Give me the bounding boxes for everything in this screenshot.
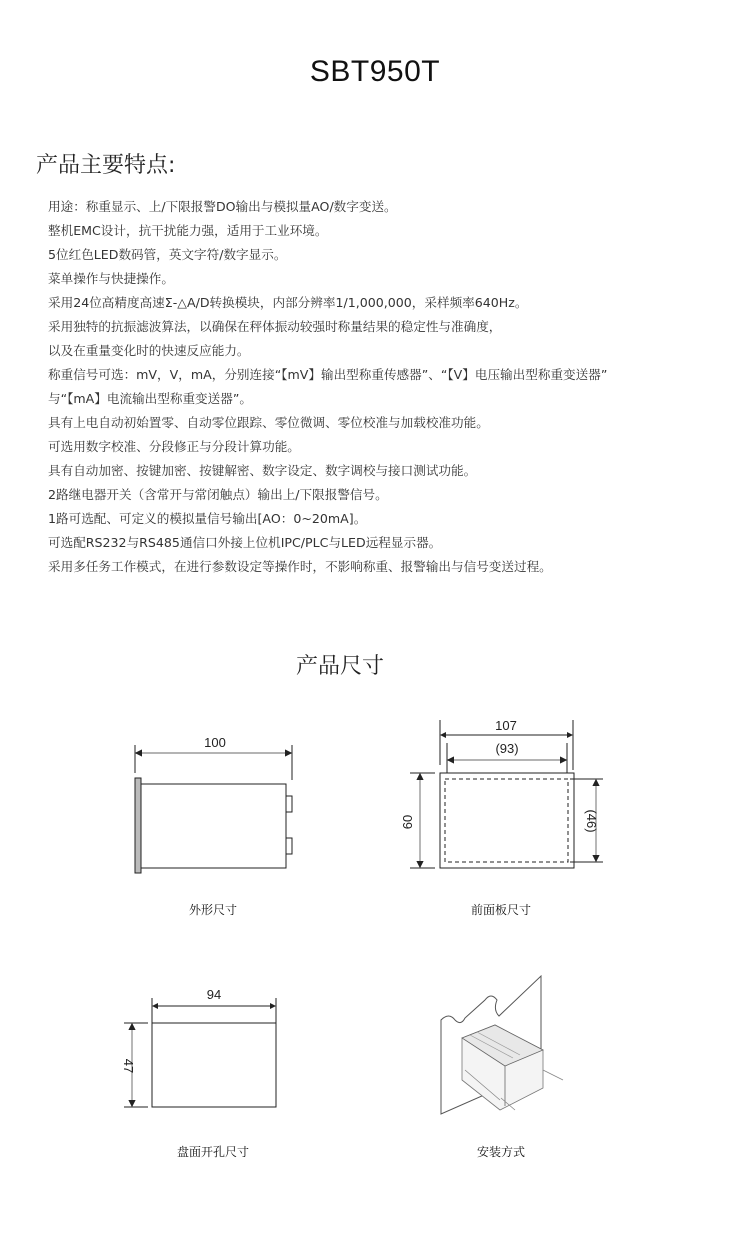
page-title: SBT950T bbox=[309, 55, 441, 88]
feature-item: 采用独特的抗振滤波算法，以确保在秤体振动较强时称量结果的稳定性与准确度， bbox=[48, 319, 502, 334]
cutout-height-label: 47 bbox=[121, 1058, 136, 1074]
mounting-caption: 安装方式 bbox=[476, 1145, 525, 1159]
feature-item: 用途：称重显示、上/下限报警DO输出与模拟量AO/数字变送。 bbox=[48, 199, 397, 214]
cutout-caption: 盘面开孔尺寸 bbox=[176, 1145, 249, 1159]
feature-item: 称重信号可选：mV，V，mA，分别连接“【mV】输出型称重传感器”、“【V】电压输出型称重变送器” bbox=[48, 367, 608, 382]
feature-item: 采用多任务工作模式，在进行参数设定等操作时，不影响称重、报警输出与信号变送过程。 bbox=[48, 559, 552, 574]
feature-item: 可选用数字校准、分段修正与分段计算功能。 bbox=[48, 439, 300, 454]
feature-item: 具有上电自动初始置零、自动零位跟踪、零位微调、零位校准与加载校准功能。 bbox=[48, 415, 489, 430]
feature-item: 可选配RS232与RS485通信口外接上位机IPC/PLC与LED远程显示器。 bbox=[48, 535, 442, 550]
dimensions-heading: 产品尺寸 bbox=[295, 654, 384, 679]
feature-item: 5位红色LED数码管，英文字符/数字显示。 bbox=[48, 247, 287, 262]
feature-item: 2路继电器开关（含常开与常闭触点）输出上/下限报警信号。 bbox=[48, 487, 388, 502]
front-height-label: 60 bbox=[400, 814, 415, 830]
front-inner-width-label: (93) bbox=[495, 741, 519, 756]
outline-length-label: 100 bbox=[204, 735, 226, 750]
cutout-width-label: 94 bbox=[206, 987, 222, 1002]
front-panel-diagram bbox=[395, 715, 615, 875]
outline-caption: 外形尺寸 bbox=[188, 903, 237, 917]
feature-item: 具有自动加密、按键加密、按键解密、数字设定、数字调校与接口测试功能。 bbox=[48, 463, 477, 478]
feature-item: 1路可选配、可定义的模拟量信号输出[AO：0~20mA]。 bbox=[48, 511, 367, 526]
feature-item: 与“【mA】电流输出型称重变送器”。 bbox=[48, 391, 252, 406]
front-inner-height-label: (46) bbox=[584, 809, 599, 833]
feature-item: 整机EMC设计，抗干扰能力强，适用于工业环境。 bbox=[48, 223, 328, 238]
feature-item: 菜单操作与快捷操作。 bbox=[48, 271, 174, 286]
feature-item: 采用24位高精度高速Σ-△A/D转换模块，内部分辨率1/1,000,000，采样频率640Hz。 bbox=[48, 295, 528, 310]
mounting-illustration bbox=[425, 970, 585, 1120]
front-width-label: 107 bbox=[495, 718, 517, 733]
feature-item: 以及在重量变化时的快速反应能力。 bbox=[48, 343, 250, 358]
cutout-diagram bbox=[100, 980, 300, 1120]
features-heading: 产品主要特点: bbox=[36, 153, 176, 178]
outline-diagram bbox=[120, 725, 310, 875]
features-list bbox=[48, 195, 607, 579]
front-panel-caption: 前面板尺寸 bbox=[470, 903, 531, 917]
